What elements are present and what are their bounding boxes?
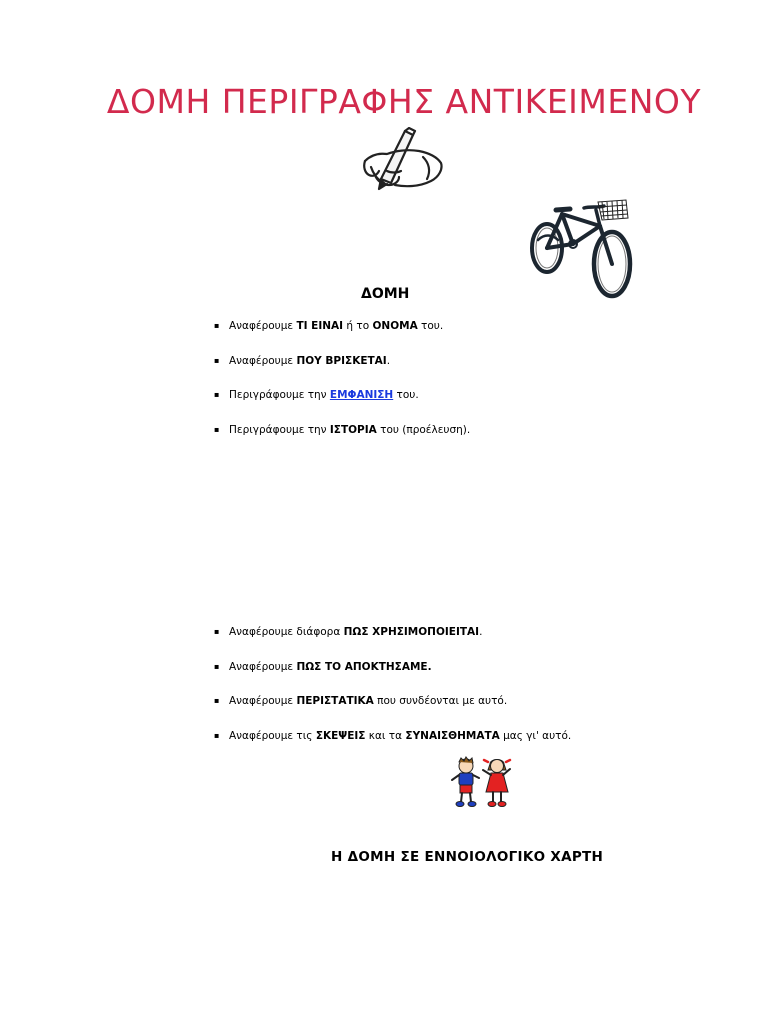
bullet-icon: ▪ — [214, 321, 220, 330]
bullet-icon: ▪ — [214, 627, 220, 636]
list-item: ▪ Αναφέρουμε ΠΩΣ ΤΟ ΑΠΟΚΤΗΣΑΜΕ. — [214, 661, 432, 673]
appearance-link[interactable]: ΕΜΦΑΝΙΣΗ — [329, 389, 394, 401]
section-heading: ΔΟΜΗ — [361, 286, 410, 302]
page-title: ΔΟΜΗ ΠΕΡΙΓΡΑΦΗΣ ΑΝΤΙΚΕΙΜΕΝΟΥ — [106, 82, 702, 121]
list-item: ▪ Αναφέρουμε ΠΟΥ ΒΡΙΣΚΕΤΑΙ. — [214, 355, 391, 367]
bullet-icon: ▪ — [214, 696, 220, 705]
bullet-icon: ▪ — [214, 356, 220, 365]
list-item: ▪ Περιγράφουμε την ΕΜΦΑΝΙΣΗ του. — [214, 389, 419, 401]
bullet-icon: ▪ — [214, 731, 220, 740]
list-item: ▪ Αναφέρουμε ΤΙ ΕΙΝΑΙ ή το ΟΝΟΜΑ του. — [214, 320, 444, 332]
concept-map-heading: Η ΔΟΜΗ ΣΕ ΕΝΝΟΙΟΛΟΓΙΚΟ ΧΑΡΤΗ — [331, 849, 604, 865]
bicycle-illustration — [528, 196, 636, 300]
list-item: ▪ Αναφέρουμε ΠΕΡΙΣΤΑΤΙΚΑ που συνδέονται με αυτό. — [214, 695, 508, 707]
bullet-icon: ▪ — [214, 662, 220, 671]
bullet-icon: ▪ — [214, 390, 220, 399]
list-item: ▪ Περιγράφουμε την ΙΣΤΟΡΙΑ του (προέλευση). — [214, 424, 471, 436]
list-item: ▪ Αναφέρουμε τις ΣΚΕΨΕΙΣ και τα ΣΥΝΑΙΣΘΗΜΑΤΑ μας γι' αυτό. — [214, 730, 572, 742]
list-item: ▪ Αναφέρουμε διάφορα ΠΩΣ ΧΡΗΣΙΜΟΠΟΙΕΙΤΑΙ. — [214, 626, 483, 638]
bullet-icon: ▪ — [214, 425, 220, 434]
writing-hand-icon — [359, 127, 443, 197]
kids-illustration — [446, 756, 522, 810]
